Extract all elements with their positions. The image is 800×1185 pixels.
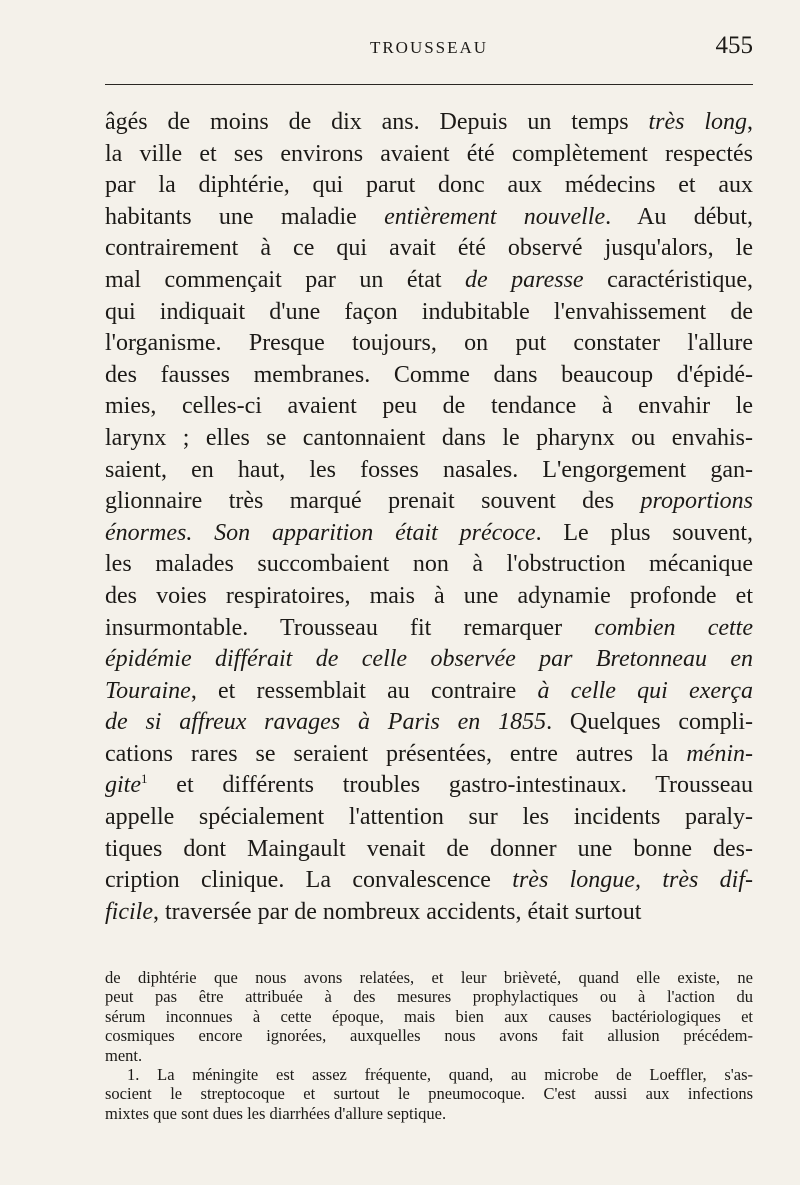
text-line: la ville et ses environs avaient été complètement respectés <box>105 140 753 167</box>
text-line: larynx ; elles se cantonnaient dans le pharynx ou envahis- <box>105 424 753 451</box>
text-line: ficile, traversée par de nombreux accidents, était surtout <box>105 898 642 925</box>
footnote-line: socient le streptocoque et surtout le pneumocoque. C'est aussi aux infections <box>105 1084 753 1104</box>
text-line: habitants une maladie entièrement nouvelle. Au début, <box>105 203 754 230</box>
footnote-line: de diphtérie que nous avons relatées, et leur brièveté, quand elle existe, ne <box>105 968 753 987</box>
footnote-line: peut pas être attribuée à des mesures prophylactiques ou à l'action du <box>105 987 753 1007</box>
text-line: des voies respiratoires, mais à une adynamie profonde et <box>105 582 753 609</box>
footnote-line: sérum inconnues à cette époque, mais bien aux causes bactériologiques et <box>105 1006 753 1026</box>
text-line: énormes. Son apparition était précoce. Le plus souvent, <box>105 519 754 546</box>
text-line: Touraine, et ressemblait au contraire à celle qui exerça <box>105 677 753 704</box>
text-line: épidémie différait de celle observée par Bretonneau en <box>105 646 753 673</box>
text-line: cations rares se seraient présentées, entre autres la ménin- <box>105 740 753 767</box>
text-line: appelle spécialement l'attention sur les incidents paraly- <box>105 804 753 831</box>
text-line: glionnaire très marqué prenait souvent des proportions <box>105 488 753 515</box>
body-text <box>105 107 753 928</box>
footnote-line: cosmiques encore ignorées, auxquelles nous avons fait allusion précédem- <box>105 1026 753 1046</box>
running-head: TROUSSEAU <box>369 38 489 57</box>
text-line: mies, celles-ci avaient peu de tendance à envahir le <box>105 393 753 420</box>
page-number: 455 <box>715 32 753 59</box>
footnotes <box>105 968 753 1123</box>
text-line: mal commençait par un état de paresse caractéristique, <box>105 266 753 293</box>
text-line: contrairement à ce qui avait été observé jusqu'alors, le <box>105 235 753 262</box>
text-line: âgés de moins de dix ans. Depuis un temps très long, <box>105 109 753 135</box>
text-line: les malades succombaient non à l'obstruction mécanique <box>105 551 753 578</box>
footnote-line: ment. <box>105 1045 143 1065</box>
text-line: saient, en haut, les fosses nasales. L'engorgement gan- <box>105 456 753 483</box>
text-line: qui indiquait d'une façon indubitable l'envahissement de <box>105 298 753 325</box>
text-line: gite$^1$ et différents troubles gastro-intestinaux. Trousseau <box>105 771 753 799</box>
header-rule <box>105 84 753 85</box>
footnote-line: mixtes que sont dues les diarrhées d'allure septique. <box>105 1103 447 1123</box>
text-line: tiques dont Maingault venait de donner une bonne des- <box>105 835 753 862</box>
text-line: de si affreux ravages à Paris en 1855. Quelques compli- <box>105 709 753 736</box>
text-line: insurmontable. Trousseau fit remarquer combien cette <box>105 614 753 641</box>
page-header <box>105 30 753 70</box>
text-line: l'organisme. Presque toujours, on put constater l'allure <box>105 330 753 357</box>
text-line: des fausses membranes. Comme dans beaucoup d'épidé- <box>105 361 753 388</box>
footnote-line: 1. La méningite est assez fréquente, quand, au microbe de Loeffler, s'as- <box>127 1065 753 1085</box>
text-line: cription clinique. La convalescence très longue, très dif- <box>105 867 754 894</box>
text-line: par la diphtérie, qui parut donc aux médecins et aux <box>105 172 753 199</box>
